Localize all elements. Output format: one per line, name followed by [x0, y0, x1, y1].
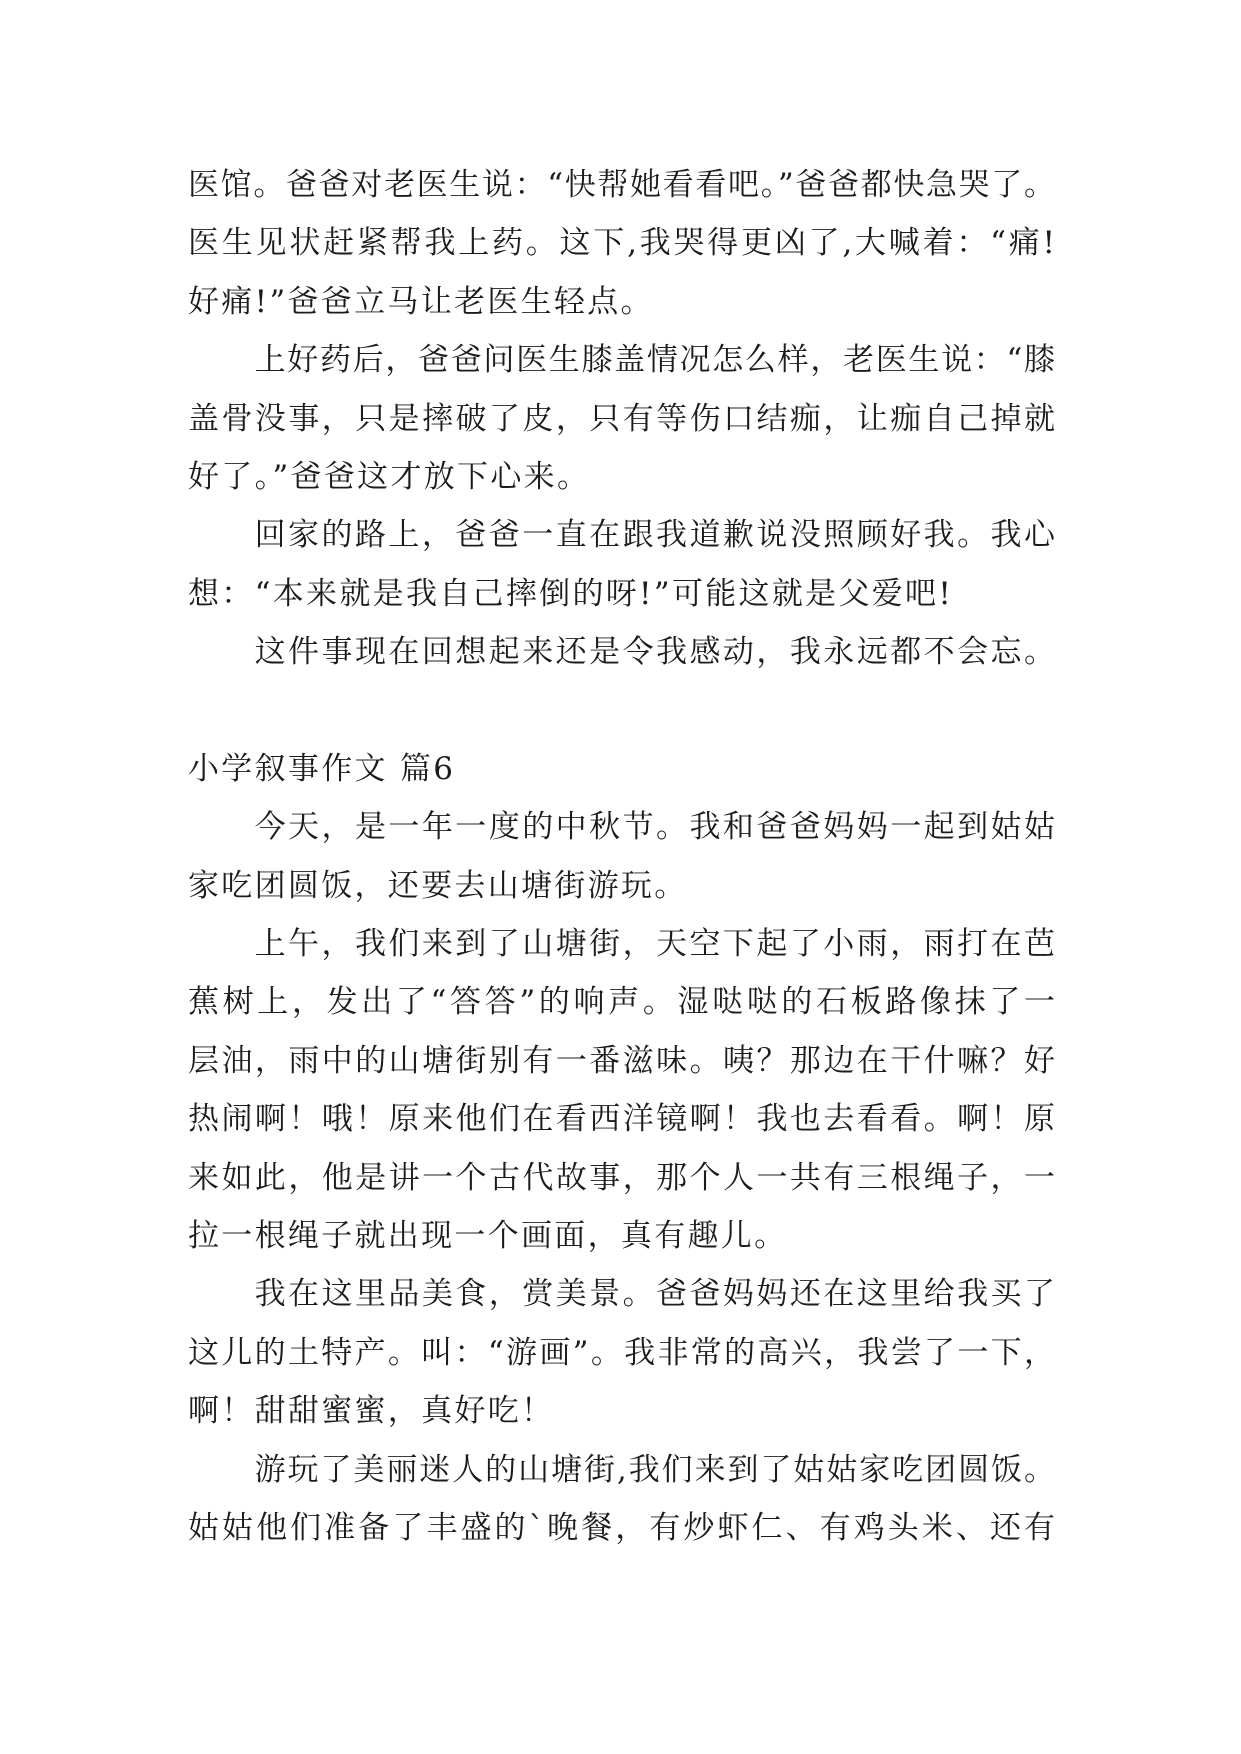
text-line: 家吃团圆饭，还要去山塘街游玩。: [188, 867, 688, 904]
text-line: 蕉树上，发出了“答答”的响声。湿哒哒的石板路像抹了一: [188, 984, 1055, 1021]
paragraph: [188, 1441, 1055, 1558]
paragraph: [188, 1265, 1055, 1440]
text-line: 回家的路上，爸爸一直在跟我道歉说没照顾好我。我心: [254, 517, 1055, 554]
text-line: 拉一根绳子就出现一个画面，真有趣儿。: [188, 1218, 788, 1255]
text-line: 上好药后，爸爸问医生膝盖情况怎么样，老医生说：“膝: [254, 342, 1055, 379]
text-line: 这儿的土特产。叫：“游画”。我非常的高兴，我尝了一下，: [188, 1334, 1055, 1371]
text-line: 好了。”爸爸这才放下心来。: [188, 458, 591, 495]
text-line: 层油，雨中的山塘街别有一番滋味。咦？那边在干什嘛？好: [188, 1042, 1055, 1079]
text-line: 盖骨没事，只是摔破了皮，只有等伤口结痂，让痂自己掉就: [188, 400, 1055, 437]
section-spacer: [188, 682, 1055, 740]
text-line: 热闹啊！哦！原来他们在看西洋镜啊！我也去看看。啊！原: [188, 1101, 1055, 1138]
text-line: 姑姑他们准备了丰盛的`晚餐，有炒虾仁、有鸡头米、还有: [188, 1509, 1055, 1546]
text-line: 医生见状赶紧帮我上药。这下,我哭得更凶了,大喊着：“痛!: [188, 225, 1055, 262]
text-line: 医馆。爸爸对老医生说：“快帮她看看吧。”爸爸都快急哭了。: [188, 167, 1055, 203]
text-line: 想：“本来就是我自己摔倒的呀!”可能这就是父爱吧!: [188, 575, 954, 612]
paragraph: [188, 331, 1055, 506]
paragraph: [188, 915, 1055, 1265]
text-line: 今天，是一年一度的中秋节。我和爸爸妈妈一起到姑姑: [254, 809, 1055, 846]
text-column: [188, 156, 1055, 1557]
paragraph: [188, 506, 1055, 623]
text-line: 游玩了美丽迷人的山塘街,我们来到了姑姑家吃团圆饭。: [254, 1451, 1055, 1488]
essay-heading: 小学叙事作文 篇6: [188, 750, 456, 787]
text-line: 来如此，他是讲一个古代故事，那个人一共有三根绳子，一: [188, 1159, 1055, 1196]
paragraph: [188, 623, 1055, 681]
text-line: 啊！甜甜蜜蜜，真好吃！: [188, 1393, 555, 1430]
text-line: 我在这里品美食，赏美景。爸爸妈妈还在这里给我买了: [254, 1276, 1055, 1313]
text-line: 上午，我们来到了山塘街，天空下起了小雨，雨打在芭: [254, 926, 1055, 963]
text-line: 好痛!”爸爸立马让老医生轻点。: [188, 283, 654, 320]
text-line: 这件事现在回想起来还是令我感动，我永远都不会忘。: [254, 634, 1055, 671]
paragraph: [188, 798, 1055, 915]
paragraph: [188, 156, 1055, 331]
